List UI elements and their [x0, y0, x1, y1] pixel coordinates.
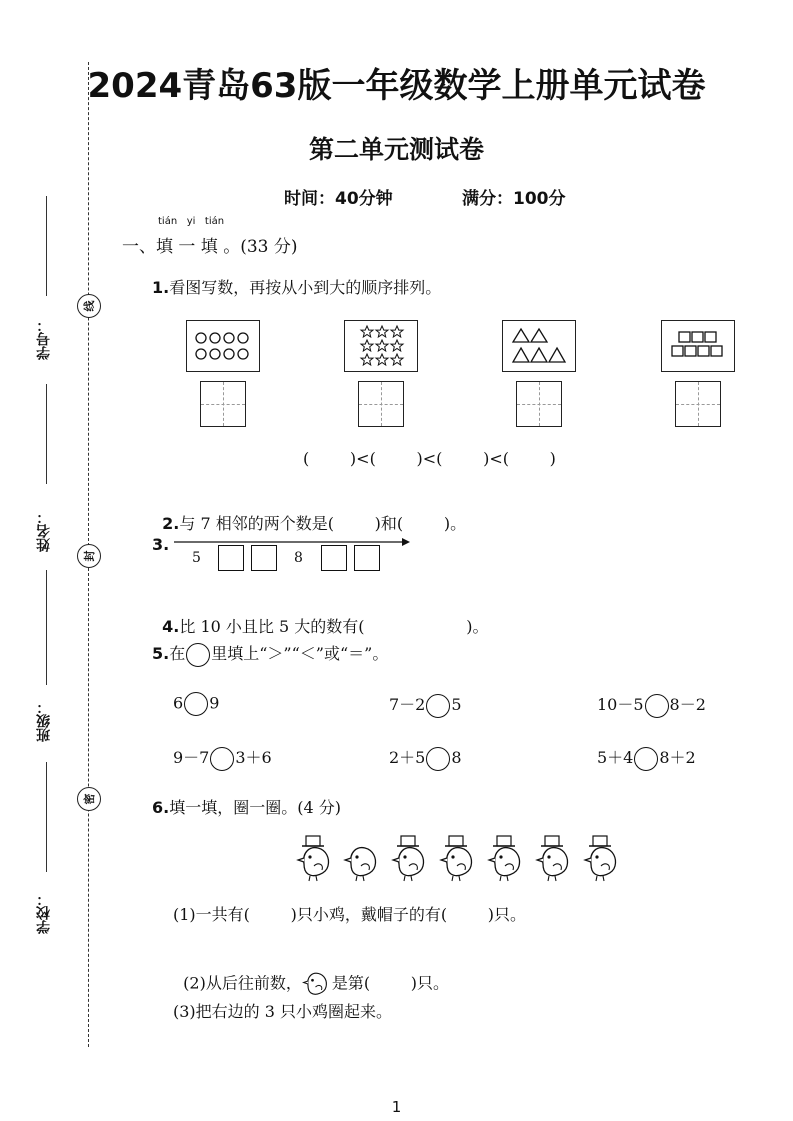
- compare-circle[interactable]: [645, 694, 669, 718]
- picture-stars: [344, 320, 418, 372]
- seal-mi: 密: [77, 787, 101, 811]
- field-name: 姓名：: [36, 510, 52, 552]
- field-school: 学校：: [36, 892, 52, 934]
- page-title: 2024青岛63版一年级数学上册单元试卷: [87, 66, 706, 106]
- answer-box-4[interactable]: [675, 381, 721, 427]
- compare-right: 8－2: [669, 695, 706, 714]
- compare-right: 3＋6: [235, 748, 272, 767]
- chick-4: [441, 836, 472, 881]
- question-number: 3.: [152, 535, 170, 554]
- compare-left: 5＋4: [597, 748, 634, 767]
- question-6-sub-2: [173, 950, 449, 999]
- compare-circle[interactable]: [634, 747, 658, 771]
- section-heading: 一、填 一 填 。(33 分): [122, 237, 298, 257]
- compare-circle[interactable]: [210, 747, 234, 771]
- circles-drawing: [187, 321, 259, 371]
- compare-left: 6: [173, 693, 184, 713]
- answer-box-2[interactable]: [358, 381, 404, 427]
- picture-triangles: [502, 320, 576, 372]
- chick-3: [393, 836, 424, 881]
- question-4: [152, 595, 488, 637]
- question-3: [152, 535, 169, 554]
- answer-box-3[interactable]: [516, 381, 562, 427]
- compare-right: 9: [209, 693, 220, 713]
- squares-drawing: [662, 321, 734, 371]
- chick-7: [585, 836, 616, 881]
- section-pinyin: tián yi tián: [158, 216, 225, 227]
- question-text: 与 7 相邻的两个数是( )和( )。: [179, 514, 467, 533]
- stars-drawing: [345, 321, 417, 371]
- question-number: 1.: [152, 278, 170, 297]
- number-blank-3[interactable]: [321, 545, 347, 571]
- compare-left: 9－7: [173, 748, 210, 767]
- binding-line-2: [46, 384, 47, 484]
- circle-icon: [186, 643, 210, 667]
- picture-squares: [661, 320, 735, 372]
- question-number: 4.: [162, 617, 180, 636]
- compare-right: 5: [451, 695, 462, 714]
- compare-item-1: [173, 692, 219, 716]
- question-2: [152, 492, 466, 534]
- question-number: 2.: [162, 514, 180, 533]
- seal-xian: 线: [77, 294, 101, 318]
- compare-left: 2＋5: [389, 748, 426, 767]
- number-blank-4[interactable]: [354, 545, 380, 571]
- chick-icon: [302, 969, 332, 999]
- time-limit: 时间：40分钟: [284, 189, 393, 209]
- compare-left: 7－2: [389, 695, 426, 714]
- number-blank-2[interactable]: [251, 545, 277, 571]
- question-text: 比 10 小且比 5 大的数有( )。: [179, 617, 489, 636]
- question-6: [152, 795, 341, 818]
- triangles-drawing: [503, 321, 575, 371]
- chick-6: [537, 836, 568, 881]
- compare-left: 10－5: [597, 695, 644, 714]
- question-1: [152, 275, 441, 298]
- order-row: ( )<( )<( )<( ): [303, 449, 556, 468]
- question-text: 看图写数，再按从小到大的顺序排列。: [169, 278, 442, 297]
- question-number: 6.: [152, 798, 170, 817]
- number-line-label-8: 8: [294, 550, 303, 566]
- unit-title: 第二单元测试卷: [308, 135, 484, 164]
- binding-line-1: [46, 196, 47, 296]
- picture-circles: [186, 320, 260, 372]
- binding-line-4: [46, 762, 47, 872]
- compare-item-5: [389, 745, 462, 771]
- compare-item-6: [597, 745, 696, 771]
- seal-feng: 封: [77, 544, 101, 568]
- compare-right: 8: [451, 748, 462, 767]
- question-number: 5.: [152, 644, 170, 663]
- compare-item-3: [597, 692, 706, 718]
- answer-box-1[interactable]: [200, 381, 246, 427]
- compare-circle[interactable]: [426, 747, 450, 771]
- question-5: [152, 641, 388, 667]
- question-text-b: 是第( )只。: [331, 973, 450, 993]
- compare-right: 8＋2: [659, 748, 696, 767]
- field-class: 班级：: [36, 700, 52, 742]
- question-text-b: 里填上“＞”“＜”或“＝”。: [211, 644, 389, 663]
- chick-1: [298, 836, 329, 881]
- compare-circle[interactable]: [426, 694, 450, 718]
- chick-5: [489, 836, 520, 881]
- page-number: 1: [391, 1098, 402, 1116]
- question-6-sub-1: (1)一共有( )只小鸡，戴帽子的有( )只。: [173, 905, 527, 924]
- full-score: 满分：100分: [462, 189, 566, 209]
- binding-line-3: [46, 570, 47, 685]
- compare-circle[interactable]: [184, 692, 208, 716]
- compare-item-2: [389, 692, 462, 718]
- chick-2: [345, 848, 376, 881]
- compare-item-4: [173, 745, 272, 771]
- number-blank-1[interactable]: [218, 545, 244, 571]
- question-text: 填一填，圈一圈。(4 分): [169, 798, 341, 817]
- field-student-id: 学号：: [36, 318, 52, 360]
- number-line-label-5: 5: [192, 550, 201, 566]
- question-6-sub-3: (3)把右边的 3 只小鸡圈起来。: [173, 1002, 393, 1021]
- chicks-row: [292, 832, 632, 884]
- question-text-a: (2)从后往前数，: [183, 973, 302, 993]
- question-text-a: 在: [169, 644, 186, 663]
